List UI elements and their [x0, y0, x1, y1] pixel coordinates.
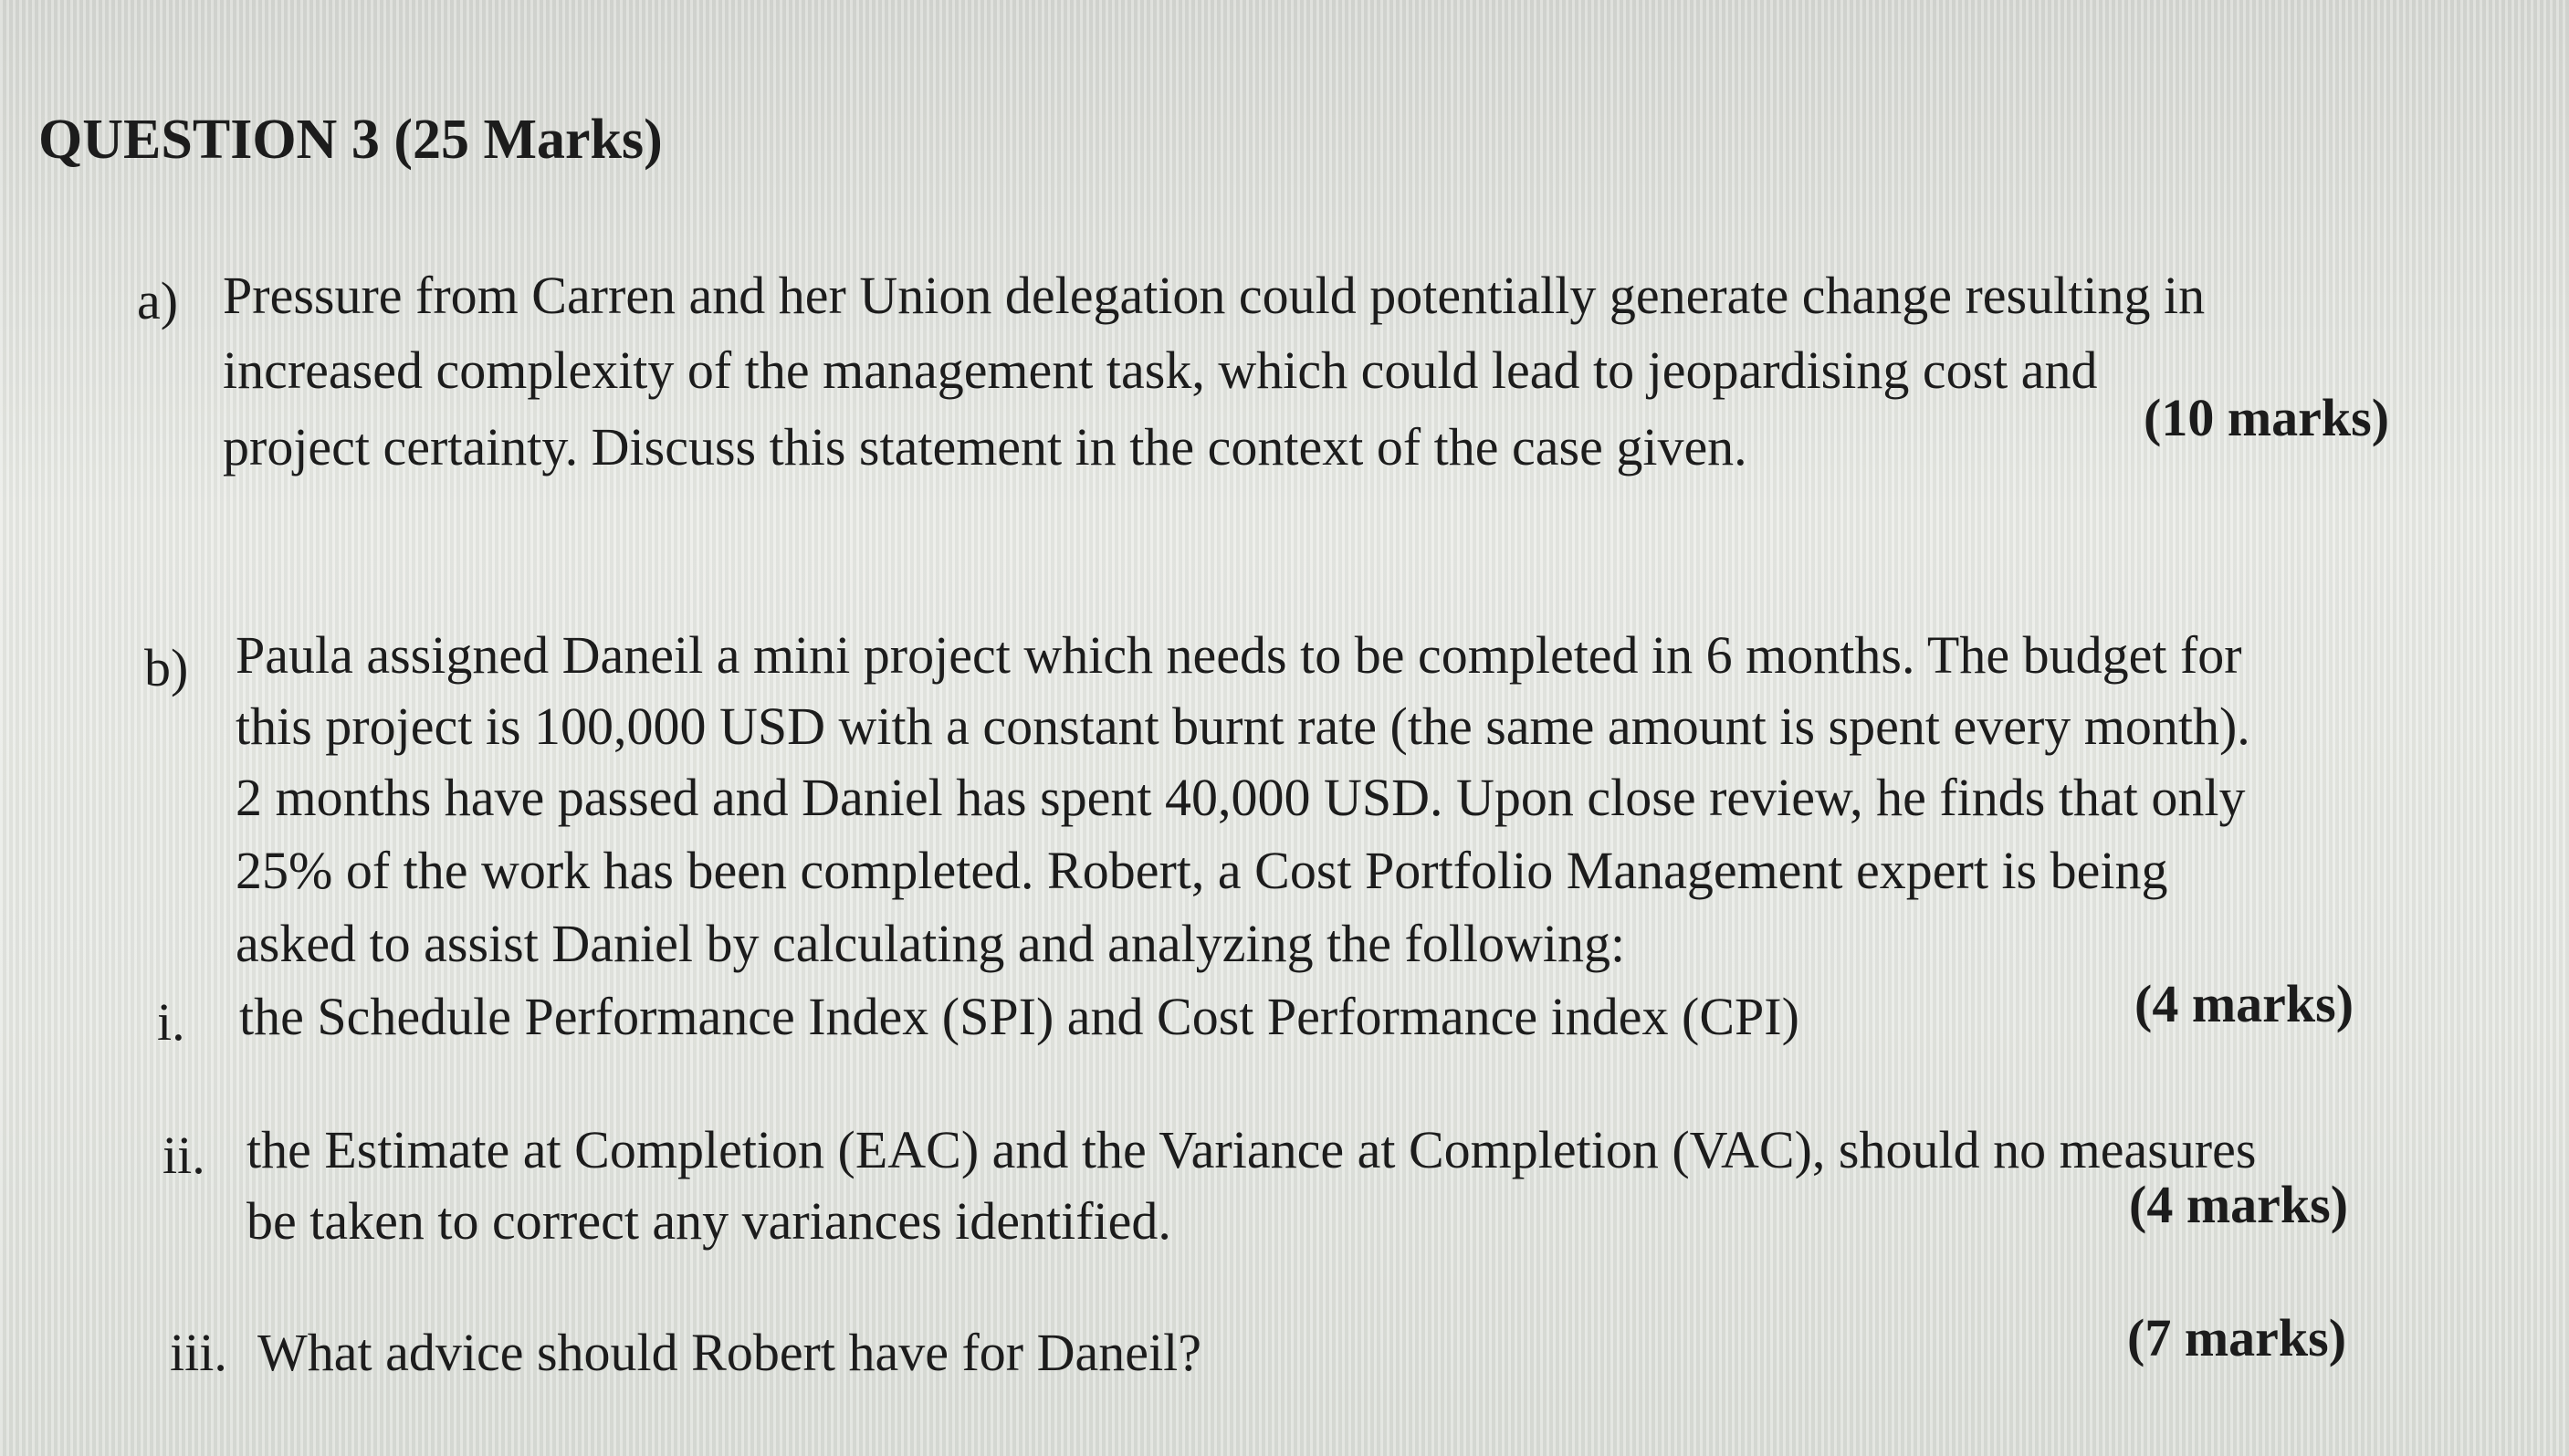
part-b-line-5: asked to assist Daniel by calculating and analyzing the following:: [236, 914, 1626, 973]
part-b-line-4: 25% of the work has been completed. Robert, a Cost Portfolio Management expert is being: [236, 841, 2168, 900]
part-a-label: a): [137, 271, 179, 330]
part-a-line-3: project certainty. Discuss this statement in the context of the case given.: [223, 417, 1747, 477]
part-a-line-1: Pressure from Carren and her Union delegation could potentially generate change resulting in: [223, 266, 2206, 325]
question-heading: QUESTION 3 (25 Marks): [38, 109, 663, 171]
part-b-label: b): [144, 638, 189, 697]
item-i-label: i.: [157, 992, 185, 1052]
part-a-marks: (10 marks): [2144, 388, 2390, 447]
item-i-marks: (4 marks): [2134, 974, 2354, 1033]
item-ii-label: ii.: [163, 1126, 205, 1185]
item-ii-marks: (4 marks): [2129, 1175, 2349, 1234]
item-i-line-1: the Schedule Performance Index (SPI) and Cost Performance index (CPI): [239, 987, 1799, 1046]
item-ii-line-1: the Estimate at Completion (EAC) and the Variance at Completion (VAC), should no measures: [246, 1120, 2257, 1179]
part-b-line-2: this project is 100,000 USD with a constant burnt rate (the same amount is spent every month).: [236, 697, 2250, 756]
part-a-line-2: increased complexity of the management task, which could lead to jeopardising cost and: [223, 340, 2098, 400]
part-b-line-3: 2 months have passed and Daniel has spent 40,000 USD. Upon close review, he finds that only: [236, 768, 2246, 827]
item-iii-marks: (7 marks): [2127, 1308, 2347, 1367]
part-b-line-1: Paula assigned Daneil a mini project which needs to be completed in 6 months. The budget for: [236, 625, 2242, 685]
item-ii-line-2: be taken to correct any variances identified.: [246, 1191, 1171, 1251]
item-iii-label: iii.: [170, 1323, 227, 1382]
item-iii-line-1: What advice should Robert have for Daneil?: [257, 1323, 1201, 1382]
